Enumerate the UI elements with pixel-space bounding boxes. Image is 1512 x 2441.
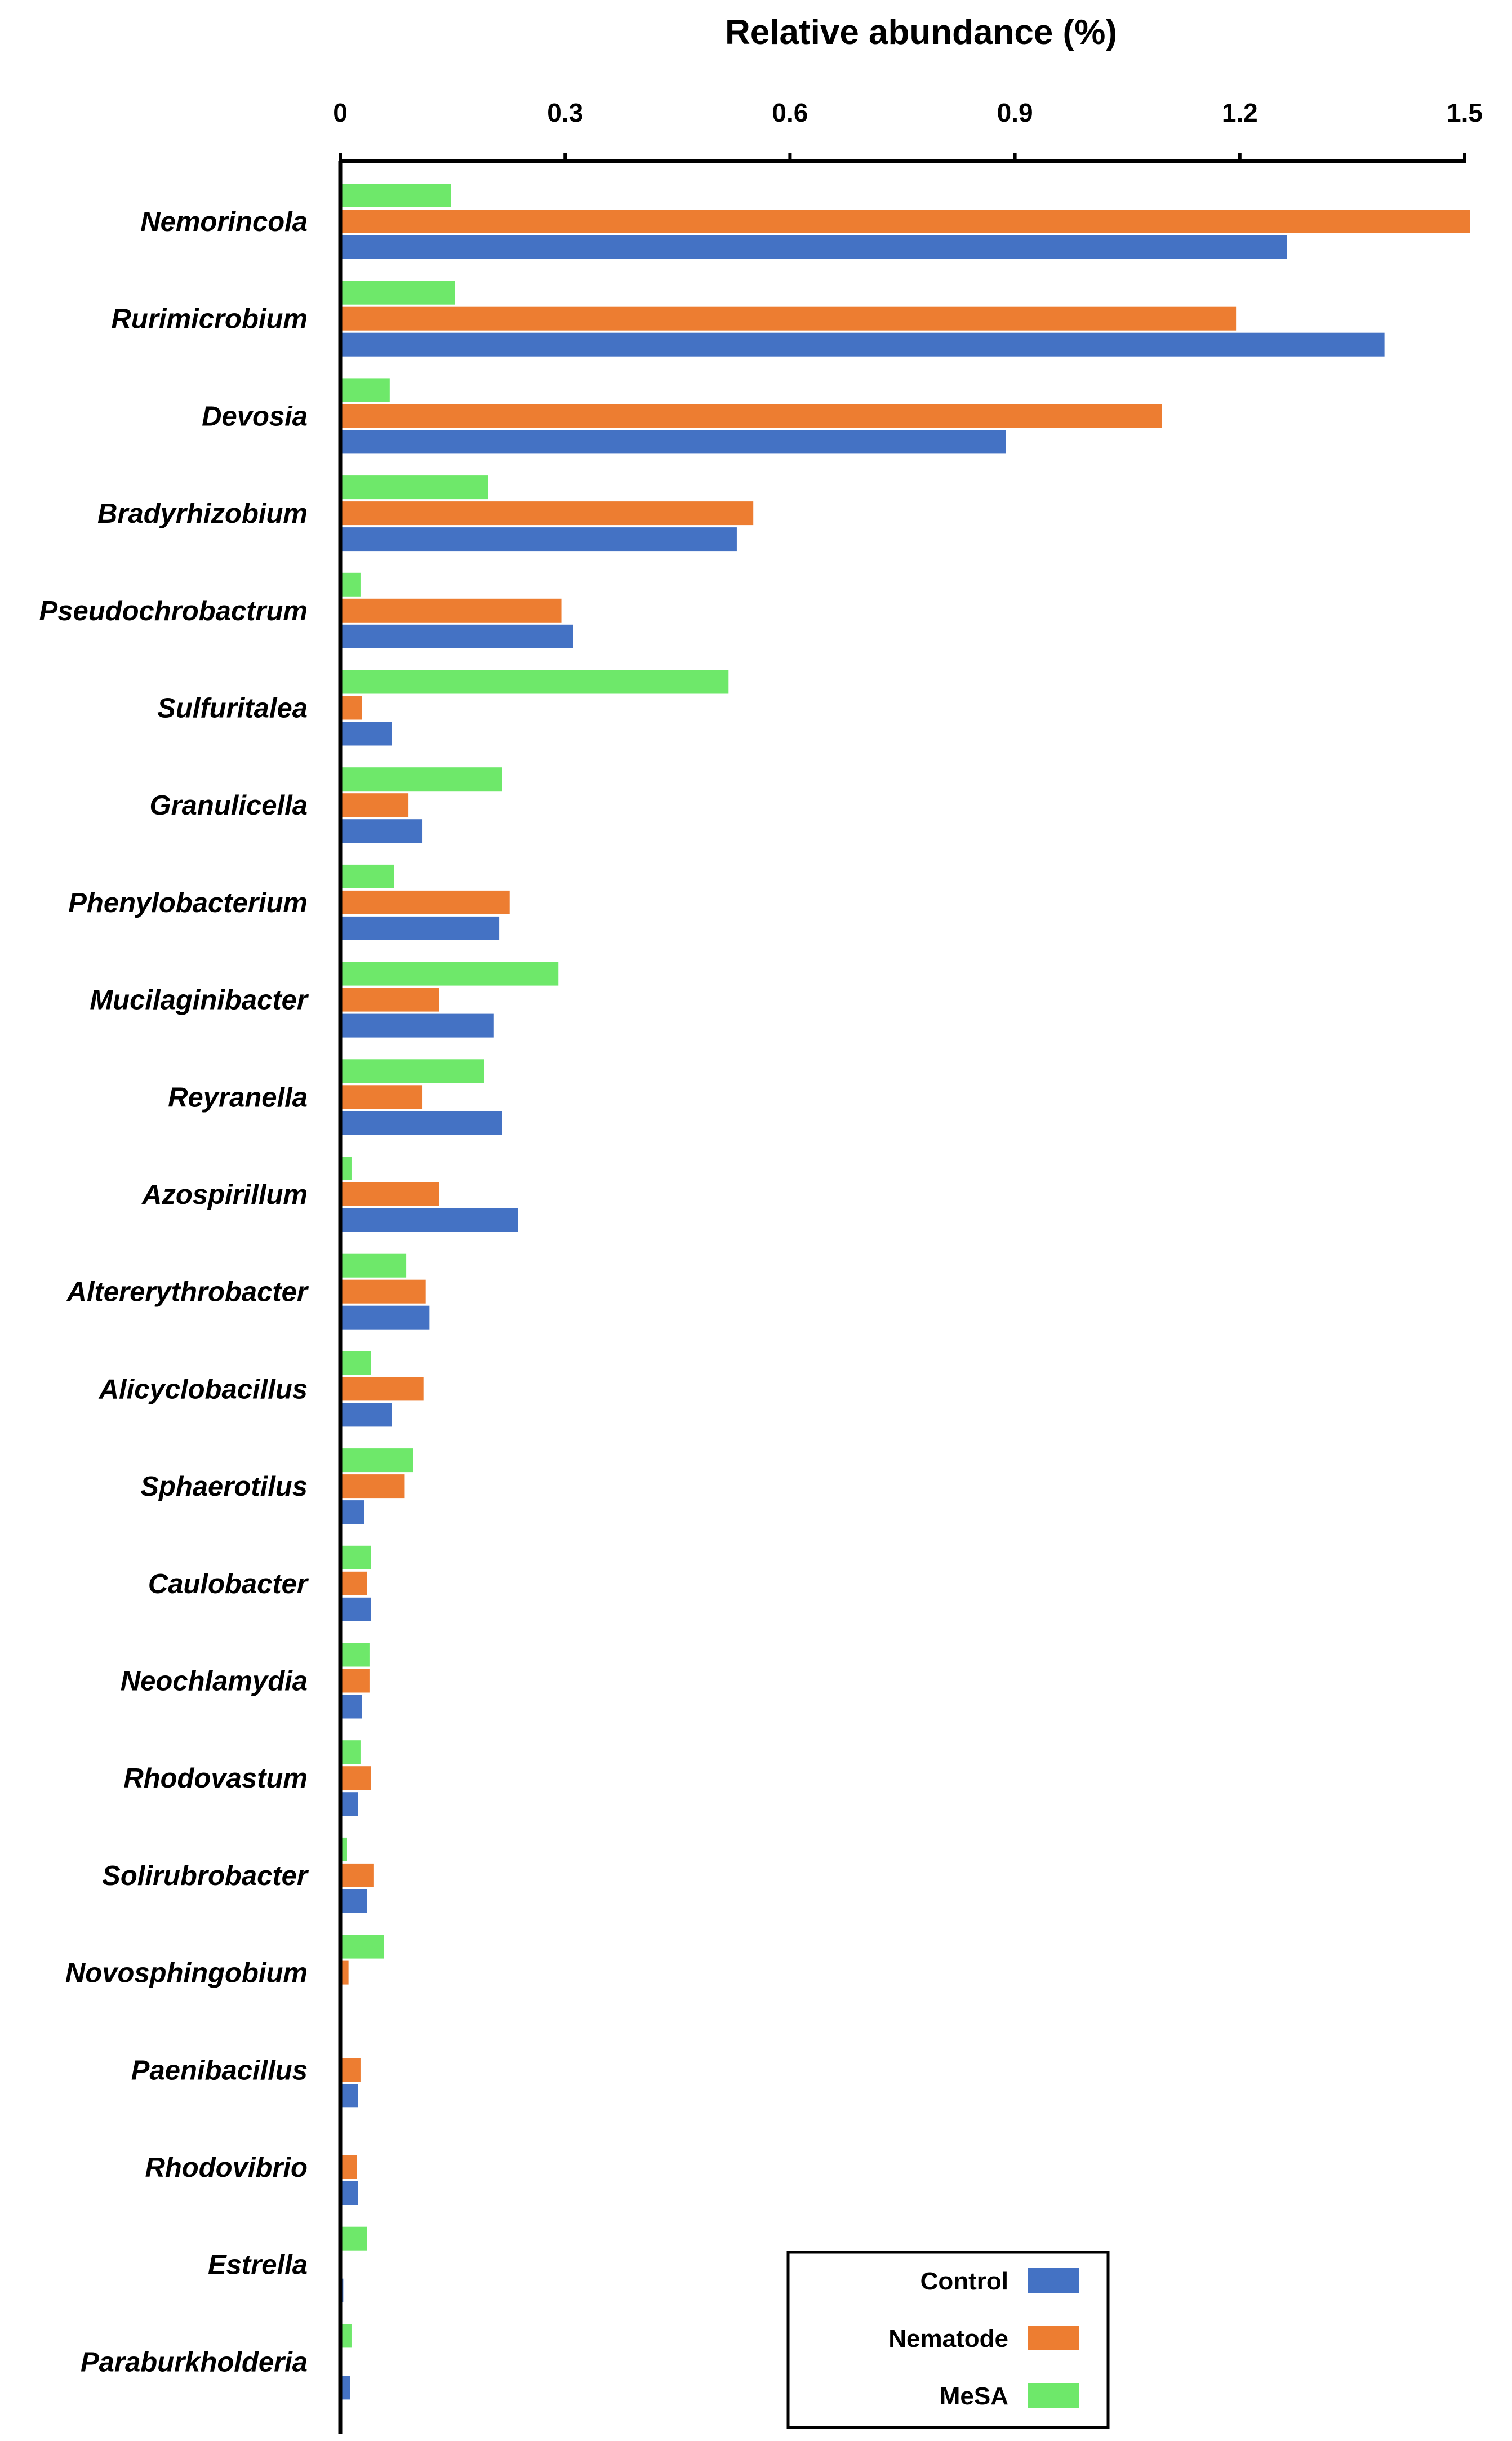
bar-mesa-nemorincola [340, 184, 451, 207]
category-label: Azospirillum [141, 1180, 308, 1210]
bars [340, 184, 1470, 2399]
category-label: Phenylobacterium [68, 887, 308, 918]
bar-mesa-caulobacter [340, 1546, 371, 1569]
legend [788, 2252, 1108, 2427]
bar-mesa-granulicella [340, 767, 502, 791]
category-label: Novosphingobium [65, 1958, 308, 1989]
bar-mesa-sulfuritalea [340, 670, 728, 694]
legend-label: MeSA [939, 2382, 1008, 2410]
category-label: Alicyclobacillus [99, 1374, 308, 1405]
bar-mesa-rurimicrobium [340, 281, 455, 305]
bar-mesa-rhodovastum [340, 1740, 361, 1764]
bar-mesa-altererythrobacter [340, 1254, 406, 1278]
bar-control-solirubrobacter [340, 1889, 367, 1913]
bar-nematode-rhodovibrio [340, 2155, 357, 2179]
bar-control-neochlamydia [340, 1695, 362, 1719]
bar-nematode-reyranella [340, 1085, 422, 1109]
category-label: Caulobacter [148, 1568, 308, 1599]
bar-control-caulobacter [340, 1598, 371, 1621]
bar-mesa-mucilaginibacter [340, 962, 558, 986]
bar-nematode-solirubrobacter [340, 1864, 374, 1887]
bar-control-azospirillum [340, 1208, 518, 1232]
category-label: Estrella [207, 2249, 308, 2280]
bar-nematode-azospirillum [340, 1182, 439, 1206]
bar-control-rhodovastum [340, 1792, 358, 1816]
legend-label: Control [920, 2267, 1008, 2295]
category-label: Altererythrobacter [66, 1277, 308, 1308]
bar-nematode-rhodovastum [340, 1766, 371, 1790]
bar-mesa-neochlamydia [340, 1643, 370, 1667]
category-label: Devosia [202, 401, 308, 432]
bar-control-sphaerotilus [340, 1500, 364, 1524]
bar-nematode-granulicella [340, 793, 408, 817]
x-tick-label: 0.9 [997, 98, 1033, 127]
bar-mesa-bradyrhizobium [340, 475, 488, 499]
bar-control-altererythrobacter [340, 1306, 429, 1330]
bar-mesa-alicyclobacillus [340, 1351, 371, 1375]
category-label: Sphaerotilus [140, 1471, 308, 1502]
bar-nematode-devosia [340, 404, 1162, 428]
bar-nematode-pseudochrobactrum [340, 599, 562, 623]
legend-label: Nematode [888, 2325, 1008, 2353]
x-axis-ticks [333, 98, 1483, 163]
bar-control-nemorincola [340, 235, 1287, 259]
bar-mesa-reyranella [340, 1059, 484, 1083]
bar-control-rurimicrobium [340, 333, 1385, 357]
category-label: Bradyrhizobium [97, 499, 308, 530]
category-label: Reyranella [168, 1082, 308, 1113]
category-label: Neochlamydia [120, 1666, 308, 1697]
x-tick-label: 0.3 [547, 98, 584, 127]
bar-nematode-nemorincola [340, 210, 1470, 233]
bar-control-alicyclobacillus [340, 1403, 392, 1426]
bar-control-rhodovibrio [340, 2181, 358, 2205]
bar-control-pseudochrobactrum [340, 625, 573, 648]
bar-control-bradyrhizobium [340, 527, 737, 551]
bar-control-reyranella [340, 1111, 502, 1135]
category-labels [39, 207, 309, 2377]
bar-nematode-bradyrhizobium [340, 501, 753, 525]
category-label: Sulfuritalea [157, 693, 308, 724]
category-label: Rhodovibrio [145, 2153, 308, 2183]
bar-mesa-phenylobacterium [340, 865, 394, 888]
category-label: Rhodovastum [123, 1763, 308, 1794]
bar-nematode-phenylobacterium [340, 891, 510, 914]
bar-control-devosia [340, 430, 1006, 453]
x-tick-label: 0 [333, 98, 348, 127]
x-axis-title: Relative abundance (%) [725, 13, 1117, 52]
category-label: Rurimicrobium [111, 304, 308, 335]
category-label: Solirubrobacter [102, 1860, 308, 1891]
category-label: Pseudochrobactrum [39, 595, 308, 626]
bar-control-phenylobacterium [340, 917, 499, 940]
x-tick-label: 1.5 [1447, 98, 1483, 127]
bar-mesa-novosphingobium [340, 1935, 384, 1959]
bar-mesa-estrella [340, 2227, 367, 2251]
legend-swatch-control [1028, 2268, 1079, 2293]
bar-nematode-neochlamydia [340, 1669, 370, 1693]
category-label: Mucilaginibacter [90, 985, 308, 1016]
bar-mesa-sphaerotilus [340, 1448, 413, 1472]
bar-nematode-alicyclobacillus [340, 1377, 424, 1400]
bar-control-sulfuritalea [340, 722, 392, 746]
bar-nematode-sulfuritalea [340, 696, 362, 720]
bar-nematode-altererythrobacter [340, 1280, 426, 1304]
category-label: Paenibacillus [131, 2055, 308, 2086]
bar-control-granulicella [340, 819, 422, 843]
legend-swatch-nematode [1028, 2326, 1079, 2350]
legend-swatch-mesa [1028, 2383, 1079, 2408]
bar-control-paenibacillus [340, 2084, 358, 2107]
bar-nematode-mucilaginibacter [340, 988, 439, 1012]
bar-mesa-devosia [340, 378, 390, 402]
bar-control-mucilaginibacter [340, 1014, 494, 1038]
bar-mesa-pseudochrobactrum [340, 573, 361, 597]
x-tick-label: 1.2 [1221, 98, 1258, 127]
bar-nematode-rurimicrobium [340, 307, 1236, 331]
x-tick-label: 0.6 [772, 98, 808, 127]
bar-nematode-sphaerotilus [340, 1474, 404, 1498]
category-label: Nemorincola [140, 207, 308, 237]
category-label: Paraburkholderia [80, 2347, 308, 2378]
bar-nematode-paenibacillus [340, 2058, 361, 2082]
bar-nematode-caulobacter [340, 1572, 367, 1595]
category-label: Granulicella [149, 790, 308, 821]
